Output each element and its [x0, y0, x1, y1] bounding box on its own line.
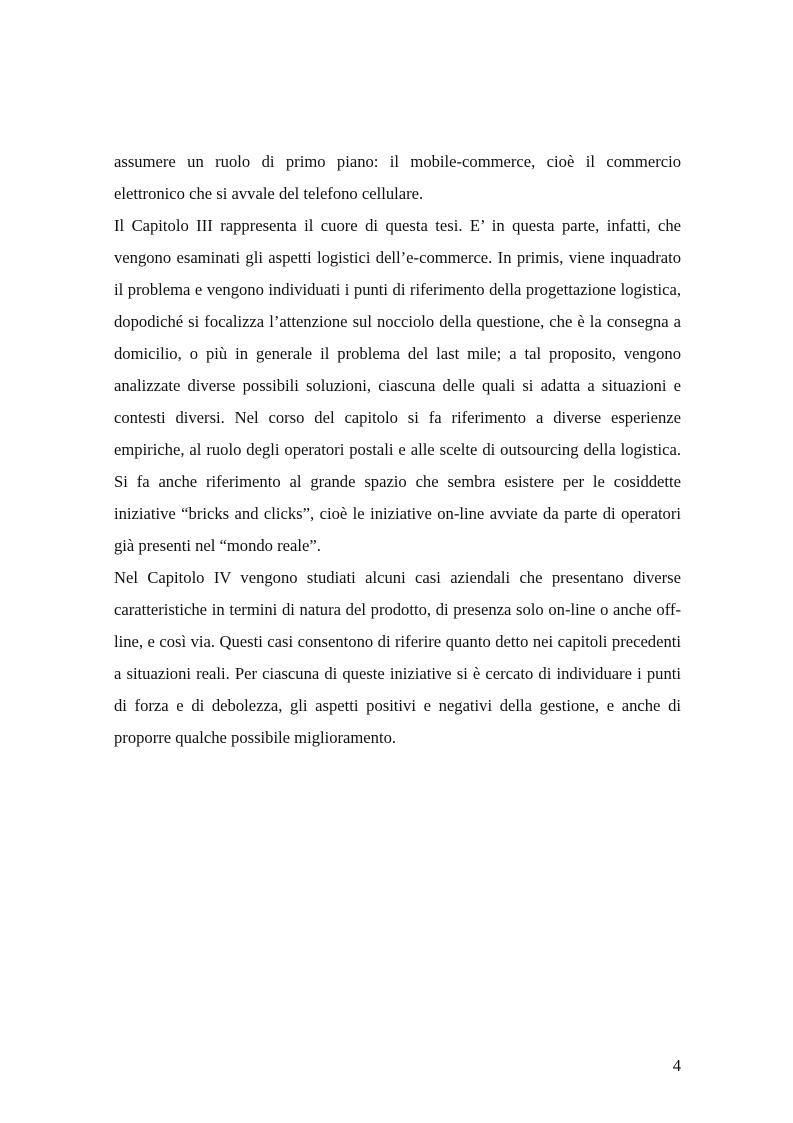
paragraph-capitolo-iv: Nel Capitolo IV vengono studiati alcuni casi aziendali che presentano diverse caratteristiche in termini di natura del prodotto, di presenza solo on-line o anche off-line, e così via. Questi casi consentono di riferire quanto detto nei capitoli precedenti a situazioni reali. Per ciascuna di queste iniziative si è cercato di individuare i punti di forza e di debolezza, gli aspetti positivi e negativi della gestione, e anche di proporre qualche possibile miglioramento.	[114, 568, 681, 747]
paragraph-continuation: assumere un ruolo di primo piano: il mobile-commerce, cioè il commercio elettronico che si avvale del telefono cellulare.	[114, 152, 681, 203]
page-number: 4	[672, 1056, 681, 1075]
page-body	[114, 146, 681, 754]
paragraph-capitolo-iii: Il Capitolo III rappresenta il cuore di questa tesi. E’ in questa parte, infatti, che vengono esaminati gli aspetti logistici dell’e-commerce. In primis, viene inquadrato il problema e vengono individuati i punti di riferimento della progettazione logistica, dopodiché si focalizza l’attenzione sul nocciolo della questione, che è la consegna a domicilio, o più in generale il problema del last mile; a tal proposito, vengono analizzate diverse possibili soluzioni, ciascuna delle quali si adatta a situazioni e contesti diversi. Nel corso del capitolo si fa riferimento a diverse esperienze empiriche, al ruolo degli operatori postali e alle scelte di outsourcing della logistica. Si fa anche riferimento al grande spazio che sembra esistere per le cosiddette iniziative “bricks and clicks”, cioè le iniziative on-line avviate da parte di operatori già presenti nel “mondo reale”.	[114, 216, 681, 555]
